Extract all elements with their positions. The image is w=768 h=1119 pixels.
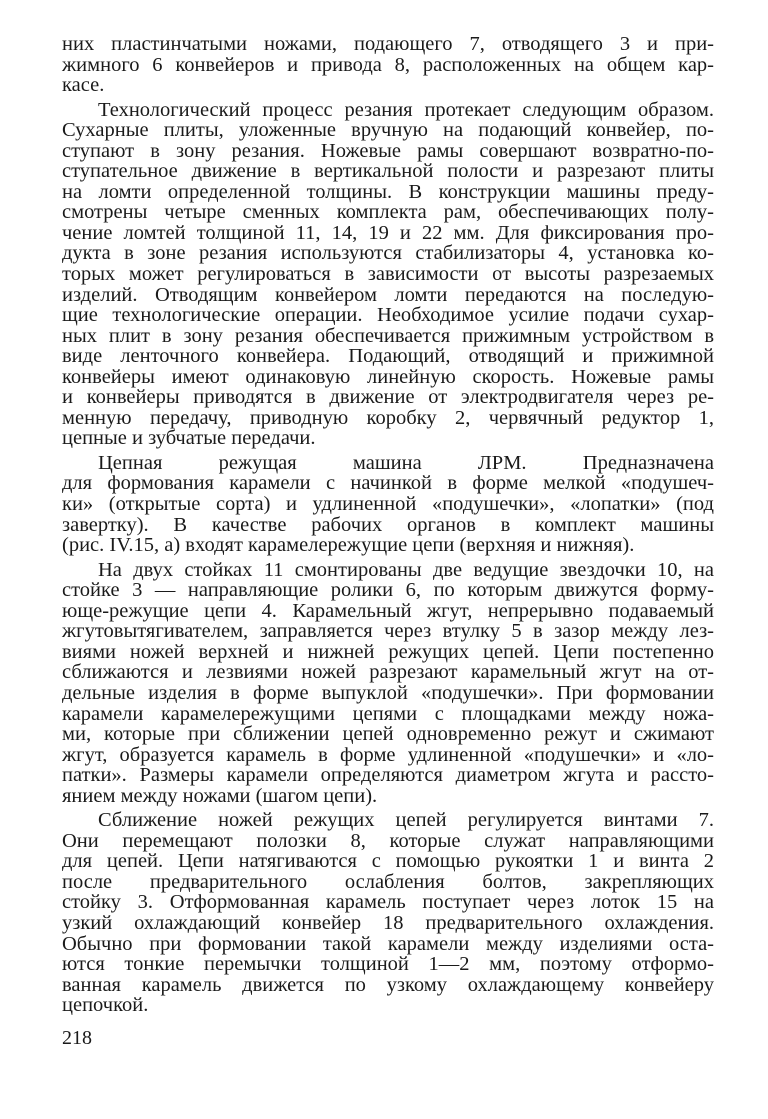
text-line: изделий. Отводящим конвейером ломти передаются на последую-	[62, 283, 714, 306]
text-line: и конвейеры приводятся в движение от электродвигателя через ре-	[62, 386, 714, 409]
text-line: ванная карамель движется по узкому охлаждающему конвейеру	[62, 973, 714, 996]
text-line: щие технологические операции. Необходимое усилие подачи сухар-	[62, 304, 714, 327]
text-line: на ломти определенной толщины. В конструкции машины преду-	[62, 180, 714, 203]
text-line: касе.	[62, 74, 105, 97]
text-line: для цепей. Цепи натягиваются с помощью рукоятки 1 и винта 2	[62, 850, 714, 873]
text-line: цепочкой.	[62, 994, 149, 1017]
text-line: цепные и зубчатые передачи.	[62, 427, 316, 450]
text-line: янием между ножами (шагом цепи).	[62, 784, 378, 807]
text-line: для формования карамели с начинкой в форме мелкой «подушеч-	[62, 472, 714, 495]
text-line: Сухарные плиты, уложенные вручную на подающий конвейер, по-	[62, 119, 714, 142]
text-line: ки» (открытые сорта) и удлиненной «подушечки», «лопатки» (под	[62, 493, 714, 516]
text-line: после предварительного ослабления болтов, закрепляющих	[62, 870, 714, 893]
text-line: менную передачу, приводную коробку 2, червячный редуктор 1,	[62, 406, 714, 429]
text-line: стойку 3. Отформованная карамель поступает через лоток 15 на	[62, 891, 714, 914]
text-line: смотрены четыре сменных комплекта рам, обеспечивающих полу-	[62, 201, 714, 224]
text-line: торых может регулироваться в зависимости от высоты разрезаемых	[62, 263, 714, 286]
text-line: ных плит в зону резания обеспечивается прижимным устройством в	[62, 324, 714, 347]
text-line: Цепная режущая машина ЛРМ. Предназначена	[98, 451, 714, 474]
text-line: виде ленточного конвейера. Подающий, отводящий и прижимной	[62, 345, 714, 368]
text-line: дукта в зоне резания используются стабилизаторы 4, установка ко-	[62, 242, 714, 265]
text-line: жимного 6 конвейеров и привода 8, расположенных на общем кар-	[62, 53, 714, 76]
text-line: чение ломтей толщиной 11, 14, 19 и 22 мм. Для фиксирования про-	[62, 221, 714, 244]
page-number: 218	[62, 1027, 92, 1049]
text-line: Сближение ножей режущих цепей регулируется винтами 7.	[98, 809, 714, 832]
text-line: завертку). В качестве рабочих органов в комплект машины	[62, 513, 714, 536]
text-line: карамели карамелережущими цепями с площадками между ножа-	[62, 702, 714, 725]
text-line: жгутовытягивателем, заправляется через втулку 5 в зазор между лез-	[62, 620, 714, 643]
text-line: дельные изделия в форме выпуклой «подушечки». При формовании	[62, 681, 714, 704]
text-line: ми, которые при сближении цепей одновременно режут и сжимают	[62, 723, 714, 746]
text-line: виями ножей верхней и нижней режущих цепей. Цепи постепенно	[62, 640, 714, 663]
text-line: стойке 3 — направляющие ролики 6, по которым движутся форму-	[62, 579, 714, 602]
text-line: юще-режущие цепи 4. Карамельный жгут, непрерывно подаваемый	[62, 599, 714, 622]
page-body-text	[62, 34, 714, 1016]
text-line: патки». Размеры карамели определяются диаметром жгута и рассто-	[62, 764, 714, 787]
text-line: ступают в зону резания. Ножевые рамы совершают возвратно-по-	[62, 139, 714, 162]
text-line: сближаются и лезвиями ножей разрезают карамельный жгут на от-	[62, 661, 714, 684]
text-line: ются тонкие перемычки толщиной 1—2 мм, поэтому отформо-	[62, 953, 714, 976]
text-line: ступательное движение в вертикальной полости и разрезают плиты	[62, 160, 714, 183]
text-line: них пластинчатыми ножами, подающего 7, отводящего 3 и при-	[62, 33, 714, 55]
text-line: Технологический процесс резания протекает следующим образом.	[98, 98, 714, 121]
text-line: конвейеры имеют одинаковую линейную скорость. Ножевые рамы	[62, 365, 714, 388]
text-line: Они перемещают полозки 8, которые служат направляющими	[62, 829, 714, 852]
text-line: Обычно при формовании такой карамели между изделиями оста-	[62, 932, 714, 955]
text-line: жгут, образуется карамель в форме удлиненной «подушечки» и «ло-	[62, 743, 714, 766]
text-line: (рис. IV.15, а) входят карамелережущие цепи (верхняя и нижняя).	[62, 534, 635, 557]
text-line: На двух стойках 11 смонтированы две ведущие звездочки 10, на	[98, 558, 714, 581]
text-line: узкий охлаждающий конвейер 18 предварительного охлаждения.	[62, 911, 714, 934]
